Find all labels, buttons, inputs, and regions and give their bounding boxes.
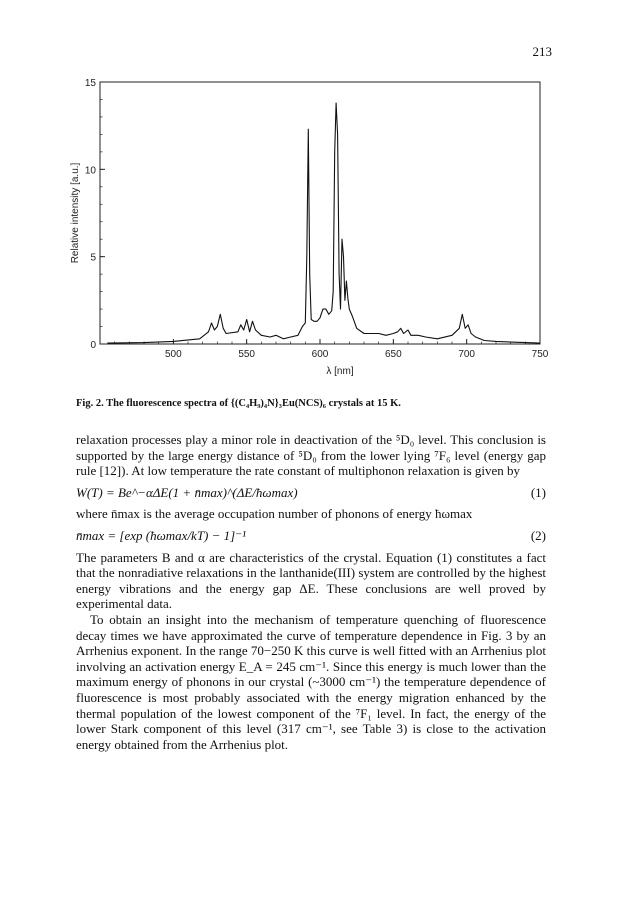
fluorescence-spectrum-chart (0, 0, 624, 380)
equation-1-number: (1) (530, 484, 546, 500)
equation-2 (76, 528, 546, 544)
spectrum-figure (0, 0, 624, 380)
equation-2-expression: n̄max = [exp (ħωmax/kT) − 1]⁻¹ (76, 527, 246, 543)
figure-caption (76, 398, 556, 409)
x-tick-label: 750 (531, 349, 549, 360)
equation-2-number: (2) (530, 527, 546, 543)
paragraph-2: where n̄max is the average occupation number of phonons of energy ħωmax (76, 506, 473, 522)
page-number: 213 (532, 44, 552, 59)
paragraph-4: To obtain an insight into the mechanism of temperature quenching of fluorescence decay times we have approximated the curve of temperature dependence in Fig. 3 by an Arrhenius exponent. In the range 70−250 K this curve is well fitted with an Arrhenius plot involving an activation energy E_A = 245 cm⁻¹. Since this energy is much lower than the maximum energy of phonons in our crystal (~3000 cm⁻¹) the temperature dependence of fluorescence is most probably associated with the energy migration enhanced by the thermal population of the lowest component of the ⁷F₁ level. In fact, the energy of the lower Stark component of this level (317 cm⁻¹, see Table 3) is close to the activation energy obtained from the Arrhenius plot. (76, 611, 546, 752)
caption-suffix: crystals at 15 K. (325, 398, 401, 409)
equation-1-expression: W(T) = Be^−αΔE(1 + n̄max)^(ΔE/ħωmax) (76, 484, 298, 500)
x-axis-label: λ [nm] (326, 366, 354, 377)
equation-1 (76, 485, 546, 501)
x-tick-label: 650 (384, 349, 402, 360)
caption-prefix: Fig. 2. The fluorescence spectra of (76, 398, 231, 409)
x-tick-label: 500 (164, 349, 182, 360)
paragraph-3: The parameters B and α are characteristics of the crystal. Equation (1) constitutes a fact that the nonradiative relaxations in the lanthanide(III) system are controlled by the highest energy vibrations and the energy gap ΔE. These conclusions are well proved by experimental data. (76, 549, 546, 612)
y-tick-label: 5 (90, 252, 96, 264)
y-tick-label: 10 (84, 165, 96, 177)
x-tick-label: 600 (311, 349, 329, 360)
y-axis-label: Relative intensity [a.u.] (70, 162, 81, 264)
plot-frame (100, 82, 540, 344)
y-tick-label: 0 (90, 340, 96, 351)
x-tick-label: 550 (238, 349, 256, 360)
paragraph-1: relaxation processes play a minor role in deactivation of the ⁵D₀ level. This conclusion is supported by the large energy distance of ⁵D₀ from the lower lying ⁷F₆ level (energy gap rule [12]). At low temperature the rate constant of multiphonon relaxation is given by (76, 432, 546, 479)
x-tick-label: 700 (458, 349, 476, 360)
y-tick-label: 15 (84, 78, 96, 89)
body-text (76, 432, 546, 752)
spectrum-line (107, 103, 540, 343)
caption-formula: {(C₄H₉)₄N}₃Eu(NCS)₆ (230, 398, 326, 409)
